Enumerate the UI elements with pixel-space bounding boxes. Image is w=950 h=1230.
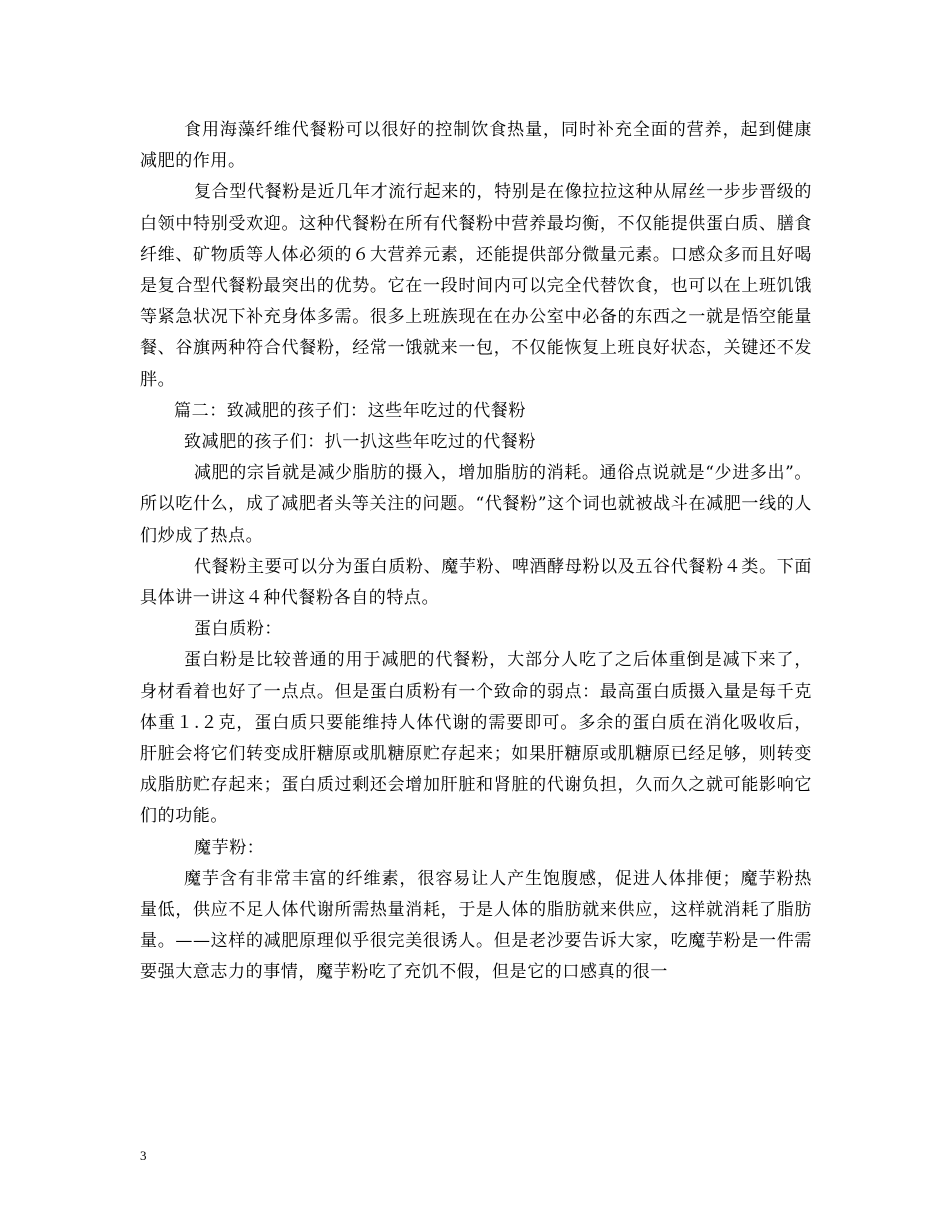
paragraph-weight-loss-principle: 减肥的宗旨就是减少脂肪的摄入，增加脂肪的消耗。通俗点说就是“少进多出”。所以吃什么，成了减肥者头等关注的问题。“代餐粉”这个词也就被战斗在减肥一线的人们炒成了热点。 [140,463,812,546]
paragraph-compound-meal: 复合型代餐粉是近几年才流行起来的，特别是在像拉拉这种从屌丝一步步晋级的白领中特别受欢迎。这种代餐粉在所有代餐粉中营养最均衡，不仅能提供蛋白质、膳食纤维、矿物质等人体必须的６大营养元素，还能提供部分微量元素。口感众多而且好喝是复合型代餐粉最突出的优势。它在一段时间内可以完全代替饮食，也可以在上班饥饿等紧急状况下补充身体多需。很多上班族现在在办公室中必备的东西之一就是悟空能量餐、谷旗两种符合代餐粉，经常一饿就来一包，不仅能恢复上班良好状态，关键还不发胖。 [140,182,812,390]
paragraph-seaweed-meal: 食用海藻纤维代餐粉可以很好的控制饮食热量，同时补充全面的营养，起到健康减肥的作用。 [140,120,812,172]
section-heading: 篇二：致减肥的孩子们：这些年吃过的代餐粉 [174,400,526,421]
paragraph-meal-types: 代餐粉主要可以分为蛋白质粉、魔芋粉、啤酒酵母粉以及五谷代餐粉４类。下面具体讲一讲这４种代餐粉各自的特点。 [140,556,812,609]
article-title: 致减肥的孩子们：扒一扒这些年吃过的代餐粉 [184,432,536,453]
paragraph-protein-powder: 蛋白粉是比较普通的用于减肥的代餐粉，大部分人吃了之后体重倒是减下来了，身材看着也好了一点点。但是蛋白质粉有一个致命的弱点：最高蛋白质摄入量是每千克体重１.２克，蛋白质只要能维持人体代谢的需要即可。多余的蛋白质在消化吸收后，肝脏会将它们转变成肝糖原或肌糖原贮存起来；如果肝糖原或肌糖原已经足够，则转变成脂肪贮存起来；蛋白质过剩还会增加肝脏和肾脏的代谢负担，久而久之就可能影响它们的功能。 [140,650,812,827]
subheading-protein-powder: 蛋白质粉： [194,619,282,640]
paragraph-konjac-powder: 魔芋含有非常丰富的纤维素，很容易让人产生饱腹感，促进人体排便；魔芋粉热量低，供应不足人体代谢所需热量消耗，于是人体的脂肪就来供应，这样就消耗了脂肪量。——这样的减肥原理似乎很完美很诱人。但是老沙要告诉大家，吃魔芋粉是一件需要强大意志力的事情，魔芋粉吃了充饥不假，但是它的口感真的很一 [140,868,812,983]
document-body [140,115,812,989]
subheading-konjac-powder: 魔芋粉： [194,837,265,858]
page-number: 3 [140,1148,147,1163]
